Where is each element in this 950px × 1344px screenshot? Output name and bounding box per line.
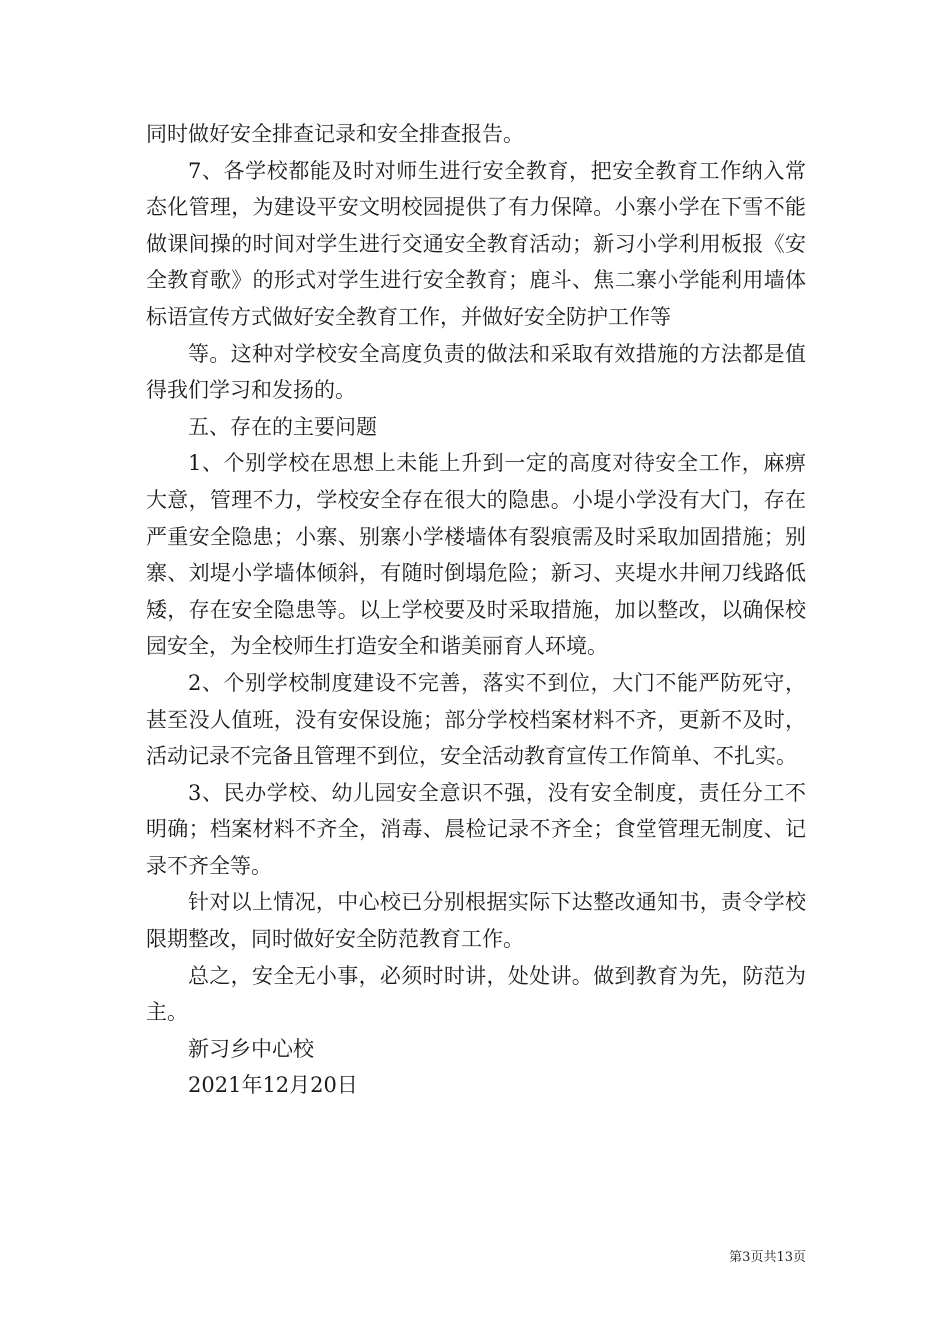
paragraph-action: 针对以上情况，中心校已分别根据实际下达整改通知书，责令学校限期整改，同时做好安全防范教育工作。 <box>146 890 806 952</box>
document-body <box>146 116 806 1104</box>
page-number: 第3页共13页 <box>729 1250 806 1265</box>
paragraph-problem-2: 2、个别学校制度建设不完善，落实不到位，大门不能严防死守，甚至没人值班，没有安保设施；部分学校档案材料不齐，更新不及时，活动记录不完备且管理不到位，安全活动教育宣传工作简单、不扎实。 <box>146 670 806 769</box>
paragraph-problem-1: 1、个别学校在思想上未能上升到一定的高度对待安全工作，麻痹大意，管理不力，学校安全存在很大的隐患。小堤小学没有大门，存在严重安全隐患；小寨、别寨小学楼墙体有裂痕需及时采取加固措施；别寨、刘堤小学墙体倾斜，有随时倒塌危险；新习、夹堤水井闸刀线路低矮，存在安全隐患等。以上学校要及时采取措施，加以整改，以确保校园安全，为全校师生打造安全和谐美丽育人环境。 <box>146 451 806 659</box>
paragraph-item-7-cont: 等。这种对学校安全高度负责的做法和采取有效措施的方法都是值得我们学习和发扬的。 <box>146 341 806 403</box>
section-heading: 五、存在的主要问题 <box>188 414 377 439</box>
paragraph-conclusion: 总之，安全无小事，必须时时讲，处处讲。做到教育为先，防范为主。 <box>146 963 806 1025</box>
signature-date: 2021年12月20日 <box>188 1073 358 1098</box>
paragraph-problem-3: 3、民办学校、幼儿园安全意识不强，没有安全制度，责任分工不明确；档案材料不齐全，消毒、晨检记录不齐全；食堂管理无制度、记录不齐全等。 <box>146 780 806 878</box>
paragraph-continuation: 同时做好安全排查记录和安全排查报告。 <box>146 122 524 146</box>
paragraph-item-7: 7、各学校都能及时对师生进行安全教育，把安全教育工作纳入常态化管理，为建设平安文明校园提供了有力保障。小寨小学在下雪不能做课间操的时间对学生进行交通安全教育活动；新习小学利用板报《安全教育歌》的形式对学生进行安全教育；鹿斗、焦二寨小学能利用墙体标语宣传方式做好安全教育工作，并做好安全防护工作等 <box>146 158 806 329</box>
signature-organization: 新习乡中心校 <box>188 1036 314 1061</box>
